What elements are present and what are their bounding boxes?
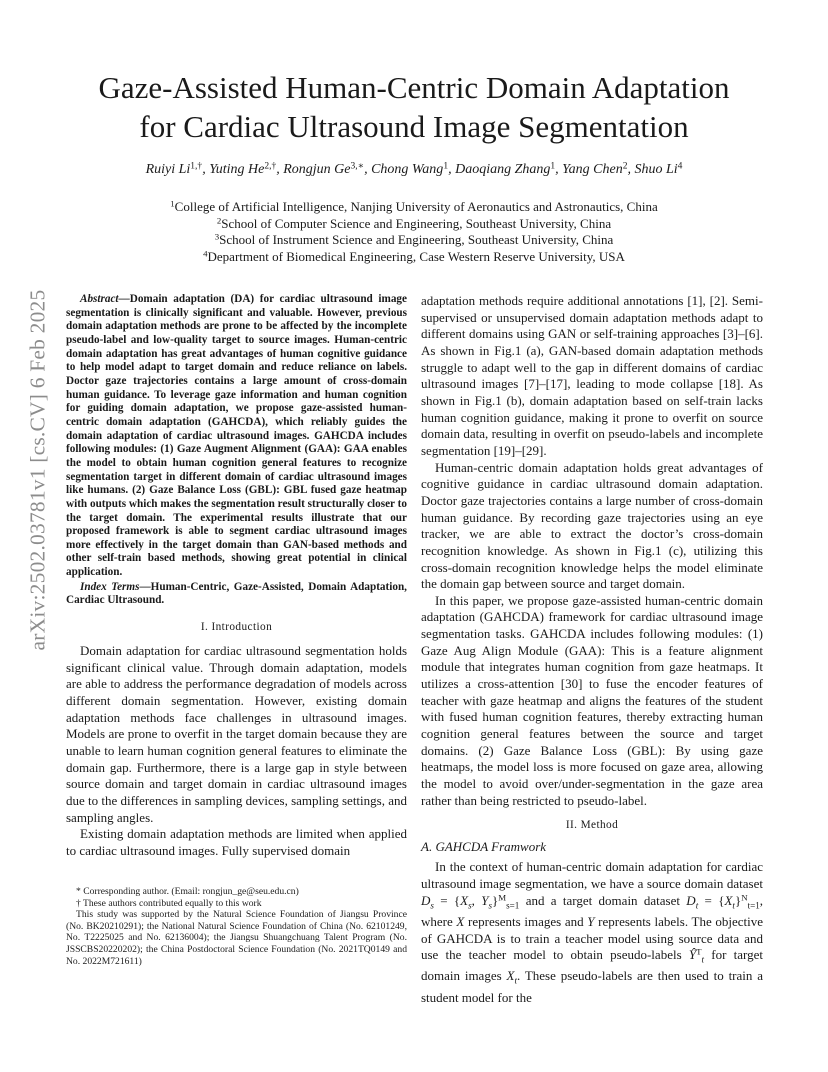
- footnote: * Corresponding author. (Email: rongjun_ge@seu.edu.cn): [76, 886, 299, 897]
- paragraph: Domain adaptation for cardiac ultrasound segmentation holds significant clinical value. Through domain adaptation, models are able to address the performance degradation of models across different domain segmentation. However, existing domain adaptation methods face challenges in ultrasound images. Models are prone to overfit in the target domain because they are unable to learn human cognition general features to eliminate the domain gap. Furthermore, there is a large gap in style between source domain and target domain in cardiac ultrasound images due to the differences in sampling devices, sampling settings, and sampling angles.: [66, 643, 407, 825]
- paragraph: In this paper, we propose gaze-assisted human-centric domain adaptation (GAHCDA) framework for cardiac ultrasound image segmentation tasks. GAHCDA includes following modules: (1) Gaze Aug Align Module (GAA): This is a feature alignment module that integrates human cognition from gaze heatmaps. It utilizes a cross-attention [30] to fuse the encoder features of teacher with gaze heatmap and aligns the features of the student with fused human cognition features, thereby extracting human cognition general features between the source and target domains. (2) Gaze Balance Loss (GBL): By using gaze heatmaps, the model loss is more focused on gaze area, allowing the model to avoid over/under-segmentation in the gaze area rather than being restricted to pseudo-label.: [421, 592, 763, 808]
- section-heading: I. Introduction: [200, 621, 273, 634]
- right-column: [421, 293, 763, 1006]
- author: Yang Chen$^2$: [562, 161, 628, 177]
- paper-title: [60, 68, 768, 146]
- author-list: Ruiyi $Li^{1,\dagger}$, Yuting $He^{2,\dagger}$, Rongjun $Ge^{3,∗}$, Chong Wang$^1$, Daoqiang Zhang$^1$, Yang Chen$^2$, Shuo Li$^4$: [145, 161, 683, 177]
- affiliation: $^4$Department of Biomedical Engineering, Case Western Reserve University, USA: [203, 248, 625, 264]
- footnote: † These authors contributed equally to this work: [76, 897, 262, 909]
- paragraph: adaptation methods require additional annotations [1], [2]. Semi-supervised or unsupervised domain adaptation methods adapt to different domains using GAN or self-training approaches [3]–[6]. As shown in Fig.1 (a), GAN-based domain adaptation methods struggle to adapt well to the gap in different domains of cardiac ultrasound images [7]–[17], leading to mode collapse [18]. As shown in Fig.1 (b), domain adaptation based on self-train lacks human cognition guidance, making it prone to overfit on source domain data, resulting in overfit on pseudo-labels and incomplete segmentation [19]–[29].: [421, 293, 763, 458]
- index-terms: Index Terms—Human-Centric, Gaze-Assisted, Domain Adaptation, Cardiac Ultrasound.: [66, 580, 407, 607]
- section-heading: II. Method: [565, 819, 619, 832]
- paragraph: Human-centric domain adaptation holds great advantages of cognitive guidance in cardiac ultrasound domain adaptation. Doctor gaze trajectories contains a large number of cross-domain human guidance. By recording gaze trajectories using an eye tracker, we are able to extract the doctor’s cross-domain recognition knowledge. As shown in Fig.1 (c), utilizing this cross-domain recognition knowledge helps the model eliminate the domain gap between source and target domain.: [421, 459, 763, 592]
- paragraph: In the context of human-centric domain adaptation for cardiac ultrasound image segmentation, we have a source domain dataset $D_s = \{X_s$, $Y_s\}^M_{s=1}$ and a target domain dataset $D_t = \{X_t\}^N_{t=1}$, where X represents images and Y represents labels. The objective of GAHCDA is to train a teacher model using source data and use the teacher model to obtain pseudo-labels $Ŷ^T_t$ for target domain images $X_t$. These pseudo-labels are then used to train a student model for the: [421, 859, 764, 1005]
- arxiv-identifier[interactable]: arXiv:2502.03781v1 [cs.CV] 6 Feb 2025: [25, 289, 50, 651]
- left-column: [66, 293, 407, 860]
- author: Chong Wang$^1$: [371, 161, 449, 177]
- author: Yuting $He^{2,\dagger}$: [209, 161, 277, 177]
- footnote: This study was supported by the Natural Science Foundation of Jiangsu Province (No. BK20210291); the National Natural Science Foundation of China (No. 62101249, No. T2225025 and No. 62136004); the Jiangsu Shuangchuang Talent Program (No. JSSCBS20220202); the China Postdoctoral Science Foundation (No. 2021TQ0149 and No. 2022M721611): [66, 909, 407, 967]
- title-line-1: Gaze-Assisted Human-Centric Domain Adaptation: [98, 70, 730, 105]
- paragraph: Existing domain adaptation methods are limited when applied to cardiac ultrasound images. Fully supervised domain: [66, 826, 407, 858]
- arxiv-sidebar: [0, 0, 75, 1072]
- title-line-2: for Cardiac Ultrasound Image Segmentation: [139, 109, 689, 144]
- subsection-heading: A. GAHCDA Framwork: [421, 839, 547, 855]
- affiliation: $^2$School of Computer Science and Engineering, Southeast University, China: [216, 215, 612, 231]
- abstract: Abstract—Domain adaptation (DA) for cardiac ultrasound image segmentation is clinically significant and valuable. However, previous domain adaptation methods are prone to be affected by the incomplete pseudo-label and low-quality target to source images. Human-centric domain adaptation has great advantages of human cognitive guidance to help model adapt to target domain and reduce reliance on labels. Doctor gaze trajectories contains a large amount of cross-domain human guidance. To leverage gaze information and human cognition for guiding domain adaptation, we propose gaze-assisted human-centric domain adaptation (GAHCDA), which reliably guides the domain adaptation of cardiac ultrasound images. GAHCDA includes following modules: (1) Gaze Augment Alignment (GAA): GAA enables the model to obtain human cognition general features to recognize segmentation target in different domain of cardiac ultrasound images like humans. (2) Gaze Balance Loss (GBL): GBL fused gaze heatmap with outputs which makes the segmentation result structurally closer to the target domain. The experimental results illustrate that our proposed framework is able to segment cardiac ultrasound images more effectively in the target domain than GAN-based methods and other self-train based methods, showing great potential in clinical application.: [66, 293, 407, 579]
- footnotes: [66, 886, 407, 967]
- author: Ruiyi $Li^{1,\dagger}$: [145, 161, 203, 177]
- author: Rongjun $Ge^{3,∗}$: [283, 161, 365, 177]
- affiliation: $^3$School of Instrument Science and Engineering, Southeast University, China: [214, 231, 614, 247]
- affiliation: $^1$College of Artificial Intelligence, Nanjing University of Aeronautics and Astronautics, China: [170, 198, 658, 214]
- author: Shuo Li$^4$: [634, 161, 683, 177]
- author: Daoqiang Zhang$^1$: [455, 161, 556, 177]
